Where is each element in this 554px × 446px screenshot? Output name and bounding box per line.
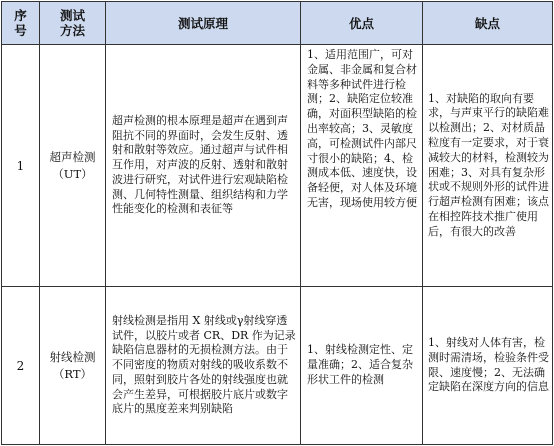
method-name: 射线检测（RT） — [40, 287, 106, 445]
header-method-line2: 方法 — [59, 23, 85, 38]
row-number: 2 — [2, 287, 40, 445]
disadvantages-text: 1、射线对人体有害，检测时需清场，检验条件受限、速度慢；2、无法确定缺陷在深度方向的信息 — [423, 287, 553, 445]
advantages-text: 1、射线检测定性、定量准确；2、适合复杂形状工件的检测 — [301, 287, 423, 445]
header-no-line1: 序 — [14, 8, 27, 23]
principle-text: 射线检测是指用 X 射线或γ射线穿透试件，以胶片或者 CR、DR 作为记录缺陷信息器材的无损检测方法。由于不同密度的物质对射线的吸收系数不同，照射到胶片各处的射线强度也就会产生差异，可根据胶片底片或数字底片的黑度差来判别缺陷 — [106, 287, 301, 445]
principle-text: 超声检测的根本原理是超声在遇到声阻抗不同的界面时，会发生反射、透射和散射等效应。通过超声与试件相互作用，对声波的反射、透射和散射波进行研究，对试件进行宏观缺陷检测、几何特性测量、组织结构和力学性能变化的检测和表征等 — [106, 45, 301, 287]
header-method-line1: 测试 — [59, 8, 85, 23]
disadvantages-text: 1、对缺陷的取向有要求，与声束平行的缺陷难以检测出；2、对材质晶粒度有一定要求，对于衰减较大的材料，检测较为困难；3、对具有复杂形状或不规则外形的试件进行超声检测有困难；该点在相控阵技术推广使用后，有很大的改善 — [423, 45, 553, 287]
header-principle: 测试原理 — [106, 2, 301, 45]
table-row — [2, 45, 553, 287]
ndt-comparison-table — [1, 1, 553, 445]
header-method — [40, 2, 106, 45]
header-advantages: 优点 — [301, 2, 423, 45]
table-row — [2, 287, 553, 445]
header-no — [2, 2, 40, 45]
header-row — [2, 2, 553, 45]
row-number: 1 — [2, 45, 40, 287]
header-disadvantages: 缺点 — [423, 2, 553, 45]
header-no-line2: 号 — [14, 23, 27, 38]
method-name: 超声检测（UT） — [40, 45, 106, 287]
advantages-text: 1、适用范围广，可对金属、非金属和复合材料等多种试件进行检测；2、缺陷定位较准确，对面积型缺陷的检出率较高；3、灵敏度高，可检测试件内部尺寸很小的缺陷；4、检测成本低、速度快，设备轻便，对人体及环境无害，现场使用较方便 — [301, 45, 423, 287]
